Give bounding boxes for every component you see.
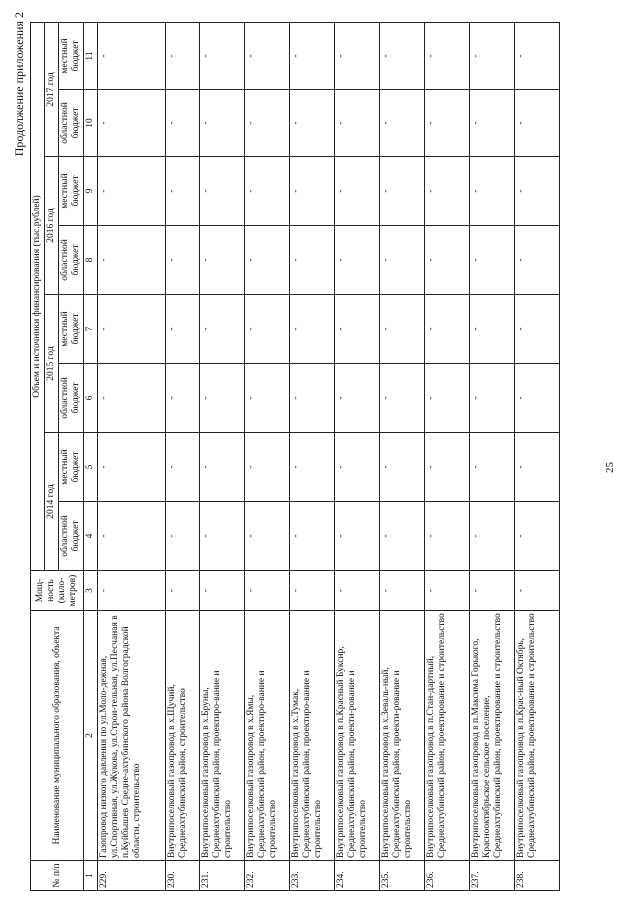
row-number: 235.	[380, 861, 425, 891]
value-cell: -	[290, 226, 335, 295]
header-regional-2017: областной бюджет	[59, 90, 84, 157]
object-name: Внутрипоселковый газопровод в п.Максима Горького, Краснооктябрьское сельское поселение, Среднеахтубинский район, проектирование и строительство	[470, 611, 515, 861]
row-number: 236.	[425, 861, 470, 891]
value-cell: -	[98, 433, 166, 502]
value-cell: -	[200, 364, 245, 433]
value-cell: -	[166, 502, 200, 571]
value-cell: -	[425, 157, 470, 226]
value-cell: -	[515, 157, 560, 226]
object-name: Внутрипоселковый газопровод в х.Зеваль-ный, Среднеахтубинский район, проекти-рование и строительство	[380, 611, 425, 861]
col-index: 2	[84, 611, 98, 861]
header-year-2014: 2014 год	[45, 433, 59, 571]
value-cell: -	[166, 22, 200, 89]
value-cell: -	[200, 502, 245, 571]
col-index: 10	[84, 90, 98, 157]
page-number: 25	[604, 462, 616, 473]
value-cell: -	[166, 157, 200, 226]
col-index: 3	[84, 571, 98, 611]
value-cell: -	[515, 226, 560, 295]
value-cell: -	[200, 157, 245, 226]
header-local-2017: местный бюджет	[59, 22, 84, 89]
object-name: Внутрипоселковый газопровод в п.Красный Буксир, Среднеахтубинский район, проекти-рование и строительство	[335, 611, 380, 861]
value-cell: -	[380, 502, 425, 571]
value-cell: -	[380, 226, 425, 295]
value-cell: -	[245, 364, 290, 433]
value-cell: -	[245, 571, 290, 611]
value-cell: -	[335, 433, 380, 502]
value-cell: -	[335, 90, 380, 157]
value-cell: -	[470, 226, 515, 295]
value-cell: -	[425, 22, 470, 89]
value-cell: -	[470, 295, 515, 364]
row-number: 237.	[470, 861, 515, 891]
row-number: 233.	[290, 861, 335, 891]
value-cell: -	[245, 502, 290, 571]
value-cell: -	[290, 22, 335, 89]
value-cell: -	[380, 433, 425, 502]
col-index: 11	[84, 22, 98, 89]
value-cell: -	[200, 295, 245, 364]
value-cell: -	[200, 22, 245, 89]
table-row	[470, 22, 515, 890]
value-cell: -	[380, 364, 425, 433]
value-cell: -	[98, 157, 166, 226]
value-cell: -	[290, 433, 335, 502]
row-number: 232.	[245, 861, 290, 891]
object-name: Внутрипоселковый газопровод в х.Тумак, Среднеахтубинский район, проектиро-вание и строительство	[290, 611, 335, 861]
value-cell: -	[166, 226, 200, 295]
table-row	[200, 22, 245, 890]
header-regional-2014: областной бюджет	[59, 502, 84, 571]
value-cell: -	[245, 226, 290, 295]
value-cell: -	[200, 90, 245, 157]
value-cell: -	[245, 90, 290, 157]
value-cell: -	[470, 90, 515, 157]
value-cell: -	[515, 90, 560, 157]
value-cell: -	[98, 226, 166, 295]
value-cell: -	[335, 226, 380, 295]
value-cell: -	[98, 22, 166, 89]
col-index: 4	[84, 502, 98, 571]
value-cell: -	[425, 502, 470, 571]
value-cell: -	[290, 295, 335, 364]
table-row	[515, 22, 560, 890]
col-index: 6	[84, 364, 98, 433]
table-row	[166, 22, 200, 890]
header-capacity: Мощ-ность (кило-метров)	[31, 571, 84, 611]
value-cell: -	[290, 157, 335, 226]
value-cell: -	[470, 433, 515, 502]
col-index: 9	[84, 157, 98, 226]
continuation-title: Продолжение приложения 2	[12, 12, 26, 157]
col-index: 8	[84, 226, 98, 295]
header-year-2016: 2016 год	[45, 157, 59, 295]
value-cell: -	[470, 22, 515, 89]
value-cell: -	[515, 295, 560, 364]
value-cell: -	[380, 22, 425, 89]
value-cell: -	[425, 295, 470, 364]
row-number: 230.	[166, 861, 200, 891]
value-cell: -	[425, 364, 470, 433]
header-funding: Объем и источники финансирования (тыс.рублей)	[31, 22, 45, 570]
value-cell: -	[470, 502, 515, 571]
header-num: № п/п	[31, 861, 84, 891]
value-cell: -	[335, 502, 380, 571]
object-name: Внутрипоселковый газопровод в п.Крас-ный Октябрь, Среднеахтубинский район, проектирование и строительство	[515, 611, 560, 861]
value-cell: -	[290, 90, 335, 157]
value-cell: -	[166, 90, 200, 157]
row-number: 238.	[515, 861, 560, 891]
header-regional-2016: областной бюджет	[59, 226, 84, 295]
value-cell: -	[166, 433, 200, 502]
value-cell: -	[166, 364, 200, 433]
value-cell: -	[98, 571, 166, 611]
value-cell: -	[245, 22, 290, 89]
table-row	[380, 22, 425, 890]
value-cell: -	[470, 364, 515, 433]
row-number: 231.	[200, 861, 245, 891]
header-local-2015: местный бюджет	[59, 295, 84, 364]
value-cell: -	[425, 90, 470, 157]
object-name: Внутрипоселковый газопровод в х.Бруны, Среднеахтубинский район, проектиро-вание и строительство	[200, 611, 245, 861]
table-row	[335, 22, 380, 890]
col-index: 1	[84, 861, 98, 891]
value-cell: -	[380, 90, 425, 157]
value-cell: -	[335, 22, 380, 89]
value-cell: -	[166, 571, 200, 611]
value-cell: -	[515, 364, 560, 433]
value-cell: -	[166, 295, 200, 364]
header-year-2015: 2015 год	[45, 295, 59, 433]
value-cell: -	[425, 433, 470, 502]
funding-table	[30, 22, 560, 891]
value-cell: -	[245, 433, 290, 502]
value-cell: -	[200, 226, 245, 295]
value-cell: -	[245, 295, 290, 364]
value-cell: -	[335, 157, 380, 226]
table-body	[98, 22, 560, 890]
object-name: Внутрипоселковый газопровод в х.Ямы, Среднеахтубинский район, проектиро-вание и строительство	[245, 611, 290, 861]
value-cell: -	[98, 90, 166, 157]
header-regional-2015: областной бюджет	[59, 364, 84, 433]
value-cell: -	[335, 571, 380, 611]
row-number: 234.	[335, 861, 380, 891]
value-cell: -	[245, 157, 290, 226]
value-cell: -	[98, 502, 166, 571]
value-cell: -	[515, 22, 560, 89]
value-cell: -	[335, 295, 380, 364]
object-name: Внутрипоселковый газопровод в п.Стан-дартный, Среднеахтубинский район, проектирование и строительство	[425, 611, 470, 861]
value-cell: -	[380, 571, 425, 611]
col-index: 7	[84, 295, 98, 364]
value-cell: -	[290, 502, 335, 571]
table-row	[98, 22, 166, 890]
col-index: 5	[84, 433, 98, 502]
value-cell: -	[470, 157, 515, 226]
value-cell: -	[425, 226, 470, 295]
object-name: Газопровод низкого давления по ул.Моло-дежная, ул.Спортивная, ул.Жукова, ул.Строи-тельная, ул.Песчаная в п.Куйбышев Средне-ахтубинского района Волгоградской области, строительство	[98, 611, 166, 861]
value-cell: -	[290, 571, 335, 611]
header-local-2016: местный бюджет	[59, 157, 84, 226]
value-cell: -	[425, 571, 470, 611]
value-cell: -	[98, 295, 166, 364]
header-year-2017: 2017 год	[45, 22, 59, 156]
value-cell: -	[380, 157, 425, 226]
value-cell: -	[335, 364, 380, 433]
value-cell: -	[98, 364, 166, 433]
header-local-2014: местный бюджет	[59, 433, 84, 502]
value-cell: -	[515, 433, 560, 502]
table-row	[290, 22, 335, 890]
value-cell: -	[515, 571, 560, 611]
value-cell: -	[515, 502, 560, 571]
header-name: Наименование муниципального образования, объекта	[31, 611, 84, 861]
value-cell: -	[200, 433, 245, 502]
value-cell: -	[470, 571, 515, 611]
table-row	[425, 22, 470, 890]
value-cell: -	[200, 571, 245, 611]
value-cell: -	[380, 295, 425, 364]
table-row	[245, 22, 290, 890]
value-cell: -	[290, 364, 335, 433]
object-name: Внутрипоселковый газопровод в х.Щучий, Среднеахтубинский район, строительство	[166, 611, 200, 861]
row-number: 229.	[98, 861, 166, 891]
